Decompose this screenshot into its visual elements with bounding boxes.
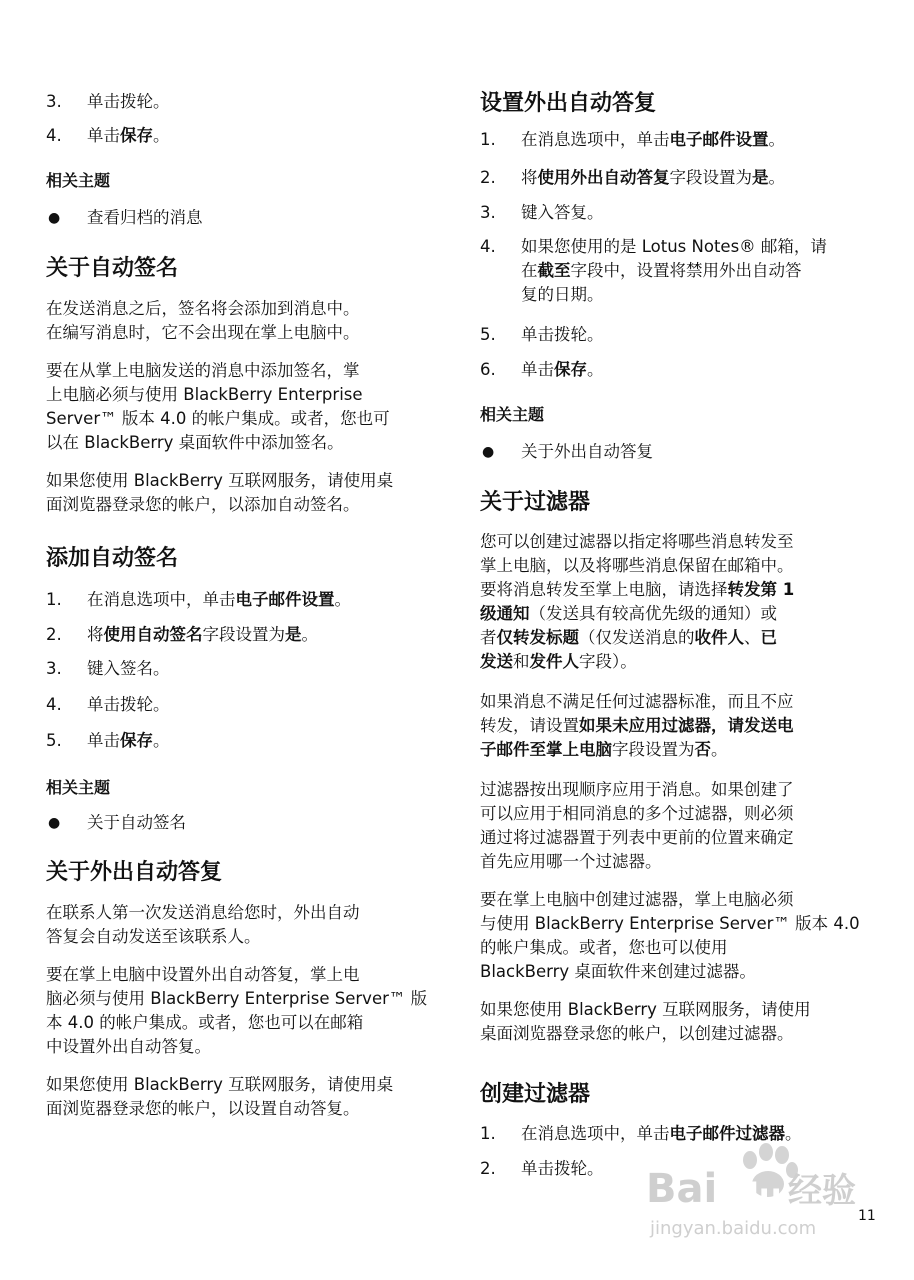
text-run: 将 [521,168,538,187]
watermark-cn: 经验 [788,1171,856,1211]
related-topic-link[interactable] [46,206,438,230]
text-run: 在消息选项中，单击 [521,130,670,149]
text-run: 、 [744,628,761,647]
text-line [480,578,872,602]
step-item [480,128,872,152]
text-run: 掌上电脑，以及将哪些消息保留在邮箱中。 [480,556,794,575]
text-run: 如果您使用 BlackBerry 互联网服务，请使用桌 [46,471,394,490]
text-line [521,259,872,283]
text-line [46,469,438,493]
bold-term: 收件人 [694,628,744,647]
text-run: 单击 [521,360,554,379]
text-line [46,359,438,383]
text-run: 。 [301,625,318,644]
related-topic-link[interactable] [480,440,872,464]
baidu-jingyan-watermark [642,1138,872,1248]
step-text [87,90,438,114]
text-run: 上电脑必须与使用 BlackBerry Enterprise [46,385,363,404]
step-item [480,235,872,307]
paragraph [46,469,438,517]
text-line [480,888,872,912]
section-heading: 关于自动签名 [46,256,179,281]
text-line [480,778,872,802]
text-run: 。 [785,1124,802,1143]
text-run: 要在掌上电脑中创建过滤器，掌上电脑必须 [480,890,794,909]
step-item [480,323,872,347]
watermark-brand2: du [736,1176,782,1214]
step-text [87,657,438,681]
bold-term: 保存 [120,126,153,145]
section-heading: 关于过滤器 [480,490,591,515]
text-run: 者 [480,628,497,647]
bold-term: 保存 [554,360,587,379]
bold-term: 是 [752,168,769,187]
step-text [87,124,438,148]
text-line [521,283,872,307]
bold-term: 电子邮件过滤器 [669,1124,785,1143]
bold-term: 已 [760,628,777,647]
bold-term: 级通知 [480,604,530,623]
text-run: 要将消息转发至掌上电脑，请选择 [480,580,728,599]
text-line [46,297,438,321]
text-run: 桌面浏览器登录您的帐户，以创建过滤器。 [480,1024,794,1043]
text-run: 您可以创建过滤器以指定将哪些消息转发至 [480,532,794,551]
step-item [46,124,438,148]
text-line [480,554,872,578]
paragraph [46,297,438,345]
paragraph [46,359,438,455]
text-run: 字段设置为 [202,625,285,644]
text-run: 的帐户集成。或者，您也可以使用 [480,938,728,957]
bold-term: 保存 [120,731,153,750]
related-topic-label: 关于外出自动答复 [521,442,653,461]
step-item [46,729,438,753]
paragraph [46,1073,438,1121]
step-number: 4. [46,695,62,714]
text-run: 与使用 BlackBerry Enterprise Server™ 版本 4.0 [480,914,860,933]
text-run: 面浏览器登录您的帐户，以设置自动答复。 [46,1099,360,1118]
text-run: 。 [153,126,170,145]
step-text [521,166,872,190]
step-number: 1. [480,1124,496,1143]
paragraph [480,530,872,674]
text-run: 和 [513,652,530,671]
text-run: 如果消息不满足任何过滤器标准，而且不应 [480,692,794,711]
paragraph [480,690,872,762]
paragraph [46,901,438,949]
text-line [521,235,872,259]
text-run: 以在 BlackBerry 桌面软件中添加签名。 [46,433,344,452]
text-line [46,493,438,517]
text-run: 单击 [87,126,120,145]
bullet-icon: ● [48,210,61,226]
text-line [46,987,438,1011]
related-topics-heading: 相关主题 [46,778,111,797]
text-line [46,321,438,345]
text-run: （仅发送消息的 [579,628,695,647]
bold-term: 电子邮件设置 [235,590,335,609]
text-line [480,998,872,1022]
text-line [480,802,872,826]
bold-term: 使用自动签名 [103,625,203,644]
bold-term: 电子邮件设置 [669,130,769,149]
related-topics-heading: 相关主题 [480,405,545,424]
step-text [521,128,872,152]
step-text [87,693,438,717]
step-text [521,323,872,347]
bold-term: 发件人 [529,652,579,671]
text-line [480,714,872,738]
text-line [480,912,872,936]
watermark-brand: Bai [646,1166,718,1212]
text-line [46,431,438,455]
paragraph [480,778,872,874]
step-number: 4. [480,237,496,256]
bold-term: 转发第 1 [727,580,795,599]
text-run: 字段设置为 [669,168,752,187]
text-line [480,738,872,762]
text-line [480,850,872,874]
text-line [480,960,872,984]
step-text [521,235,872,307]
text-run: 。 [153,731,170,750]
text-run: 答复会自动发送至该联系人。 [46,927,261,946]
step-number: 5. [480,325,496,344]
text-run: 。 [334,590,351,609]
text-run: 在发送消息之后，签名将会添加到消息中。 [46,299,360,318]
page-number: 11 [858,1208,876,1224]
text-line [46,1073,438,1097]
text-run: （发送具有较高优先级的通知）或 [529,604,777,623]
bold-term: 子邮件至掌上电脑 [480,740,612,759]
text-run: 如果您使用 BlackBerry 互联网服务，请使用 [480,1000,811,1019]
text-line [46,1011,438,1035]
text-run: 。 [711,740,728,759]
related-topics-heading: 相关主题 [46,171,111,190]
text-line [480,690,872,714]
text-run: 。 [587,360,604,379]
text-line [46,925,438,949]
text-run: 首先应用哪一个过滤器。 [480,852,662,871]
text-run: 复的日期。 [521,285,604,304]
text-run: 。 [768,130,785,149]
bold-term: 使用外出自动答复 [537,168,670,187]
step-number: 2. [46,625,62,644]
step-text [521,358,872,382]
step-item [46,693,438,717]
text-run: 单击拨轮。 [87,92,170,111]
text-run: 在消息选项中，单击 [521,1124,670,1143]
step-number: 1. [46,590,62,609]
bold-term: 仅转发标题 [496,628,579,647]
text-line [46,383,438,407]
text-line [46,1097,438,1121]
step-item [480,358,872,382]
text-line [480,602,872,626]
step-item [46,90,438,114]
bold-term: 否 [694,740,711,759]
step-text [521,201,872,225]
step-number: 5. [46,731,62,750]
text-run: 单击拨轮。 [87,695,170,714]
paragraph [46,963,438,1059]
bullet-icon: ● [482,444,495,460]
step-item [46,657,438,681]
text-run: 在消息选项中，单击 [87,590,236,609]
step-text [87,588,438,612]
paragraph [480,998,872,1046]
section-heading: 关于外出自动答复 [46,860,223,885]
related-topic-link[interactable] [46,811,438,835]
text-run: 面浏览器登录您的帐户，以添加自动签名。 [46,495,360,514]
text-run: 字段）。 [579,652,637,671]
related-topic-label: 关于自动签名 [87,813,186,832]
text-run: 字段设置为 [612,740,695,759]
text-run: Server™ 版本 4.0 的帐户集成。或者，您也可 [46,409,390,428]
section-heading: 添加自动签名 [46,546,179,571]
text-line [46,963,438,987]
bold-term: 截至 [537,261,571,280]
text-line [480,530,872,554]
text-run: 要在掌上电脑中设置外出自动答复，掌上电 [46,965,360,984]
watermark-url: jingyan.baidu.com [650,1218,817,1239]
step-item [480,166,872,190]
bold-term: 是 [285,625,302,644]
step-item [46,623,438,647]
text-line [46,1035,438,1059]
bold-term: 如果未应用过滤器，请发送电 [579,716,794,735]
text-run: 转发，请设置 [480,716,579,735]
text-run: 在联系人第一次发送消息给您时，外出自动 [46,903,360,922]
text-run: 中设置外出自动答复。 [46,1037,211,1056]
step-number: 6. [480,360,496,379]
text-run: 如果您使用的是 Lotus Notes® 邮箱，请 [521,237,827,256]
step-number: 3. [46,659,62,678]
text-run: 如果您使用 BlackBerry 互联网服务，请使用桌 [46,1075,394,1094]
text-line [480,826,872,850]
text-run: 。 [768,168,785,187]
text-line [46,407,438,431]
text-run: 单击拨轮。 [521,1159,604,1178]
text-run: 单击 [87,731,120,750]
related-topic-label: 查看归档的消息 [87,208,203,227]
step-item [46,588,438,612]
text-run: BlackBerry 桌面软件来创建过滤器。 [480,962,756,981]
step-item [480,201,872,225]
text-line [480,650,872,674]
step-number: 1. [480,130,496,149]
text-run: 脑必须与使用 BlackBerry Enterprise Server™ 版 [46,989,428,1008]
text-run: 将 [87,625,104,644]
text-line [480,626,872,650]
paragraph [480,888,872,984]
section-heading: 设置外出自动答复 [480,91,657,116]
section-heading: 创建过滤器 [480,1082,591,1107]
step-number: 2. [480,1159,496,1178]
step-number: 4. [46,126,62,145]
text-run: 单击拨轮。 [521,325,604,344]
text-run: 键入答复。 [521,203,604,222]
step-number: 3. [480,203,496,222]
text-run: 要在从掌上电脑发送的消息中添加签名，掌 [46,361,360,380]
bullet-icon: ● [48,815,61,831]
text-line [480,1022,872,1046]
text-run: 在 [521,261,538,280]
text-run: 可以应用于相同消息的多个过滤器，则必须 [480,804,794,823]
text-run: 通过将过滤器置于列表中更前的位置来确定 [480,828,794,847]
text-run: 字段中，设置将禁用外出自动答 [570,261,802,280]
step-number: 2. [480,168,496,187]
text-run: 过滤器按出现顺序应用于消息。如果创建了 [480,780,794,799]
step-text [87,623,438,647]
step-text [87,729,438,753]
text-run: 键入签名。 [87,659,170,678]
text-run: 本 4.0 的帐户集成。或者，您也可以在邮箱 [46,1013,364,1032]
bold-term: 发送 [480,652,513,671]
text-run: 在编写消息时，它不会出现在掌上电脑中。 [46,323,360,342]
step-number: 3. [46,92,62,111]
text-line [46,901,438,925]
text-line [480,936,872,960]
